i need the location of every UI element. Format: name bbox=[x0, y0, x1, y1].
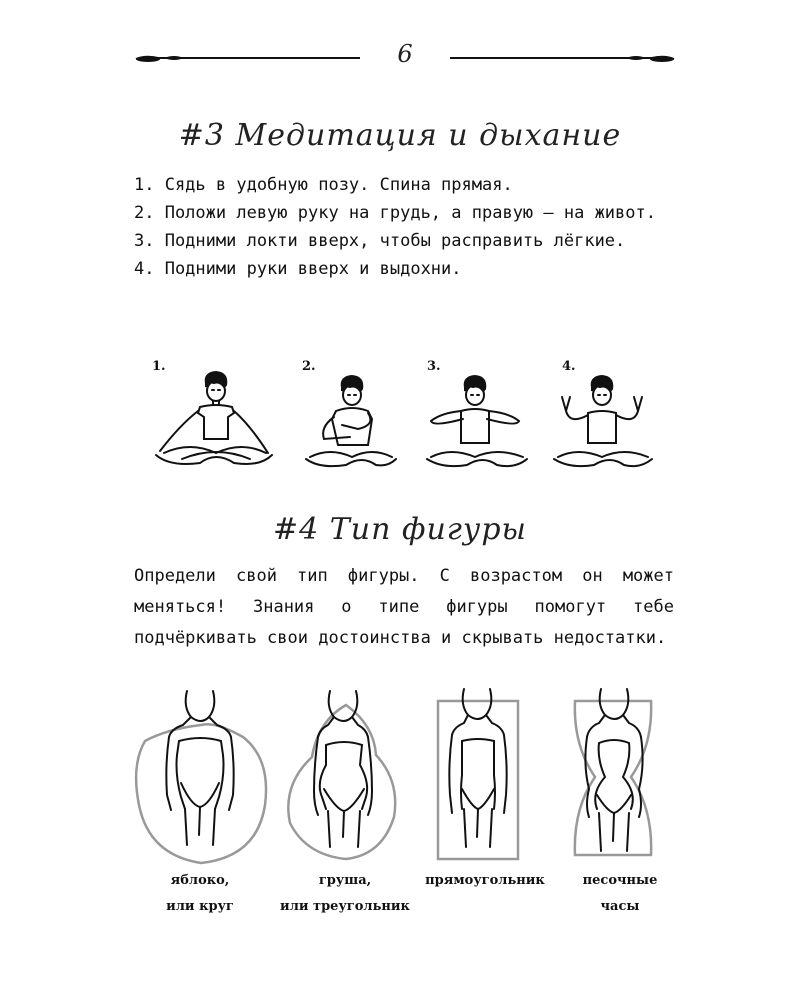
step-2: 2. Положи левую руку на грудь, а правую — на живот. bbox=[134, 203, 656, 223]
body-type-intro: Определи свой тип фигуры. С возрастом он может меняться! Знания о типе фигуры помогут тебе подчёркивать свои достоинства и скрывать недостатки. bbox=[134, 566, 674, 648]
figure-label-line2: или круг bbox=[166, 899, 234, 914]
step-1: 1. Сядь в удобную позу. Спина прямая. bbox=[134, 175, 513, 195]
meditation-poses bbox=[130, 355, 680, 480]
pose-4 bbox=[540, 355, 670, 480]
page-number: 6 bbox=[397, 40, 413, 68]
meditation-steps bbox=[134, 172, 674, 284]
figure-label-line2: или треугольник bbox=[280, 899, 410, 914]
step-3: 3. Подними локти вверх, чтобы расправить лёгкие. bbox=[134, 231, 626, 251]
figure-label-line1: яблоко, bbox=[170, 873, 230, 888]
section-title-meditation: #3 Медитация и дыхание bbox=[178, 118, 622, 153]
figure-label bbox=[125, 868, 275, 920]
figure-hourglass bbox=[545, 685, 695, 925]
meditation-pose-arms-raised-icon bbox=[540, 355, 670, 480]
section-title-body-type: #4 Тип фигуры bbox=[273, 512, 527, 547]
pose-3 bbox=[405, 355, 535, 480]
figure-label bbox=[545, 868, 695, 920]
pose-2 bbox=[280, 355, 410, 480]
meditation-pose-hands-on-chest-icon bbox=[280, 355, 410, 480]
step-4: 4. Подними руки вверх и выдохни. bbox=[134, 259, 462, 279]
figure-label-line1: груша, bbox=[318, 873, 372, 888]
pear-body-shape-icon bbox=[270, 685, 420, 870]
figure-label bbox=[410, 868, 560, 894]
figure-label-line1: прямоугольник bbox=[425, 873, 545, 888]
pose-number: 2. bbox=[302, 359, 316, 374]
body-shape-figures bbox=[125, 685, 695, 925]
figure-label-line2: часы bbox=[600, 899, 640, 914]
figure-apple bbox=[125, 685, 275, 925]
meditation-pose-hands-on-knees-icon bbox=[130, 355, 280, 480]
pose-number: 3. bbox=[427, 359, 441, 374]
hourglass-body-shape-icon bbox=[545, 685, 695, 870]
figure-rectangle bbox=[410, 685, 560, 925]
pose-number: 4. bbox=[562, 359, 576, 374]
pose-number: 1. bbox=[152, 359, 166, 374]
figure-pear bbox=[270, 685, 420, 925]
apple-body-shape-icon bbox=[125, 685, 275, 870]
rectangle-body-shape-icon bbox=[410, 685, 560, 870]
page-header bbox=[134, 38, 676, 78]
pose-1 bbox=[130, 355, 260, 480]
meditation-pose-elbows-up-icon bbox=[405, 355, 545, 480]
figure-label-line1: песочные bbox=[582, 873, 658, 888]
figure-label bbox=[270, 868, 420, 920]
